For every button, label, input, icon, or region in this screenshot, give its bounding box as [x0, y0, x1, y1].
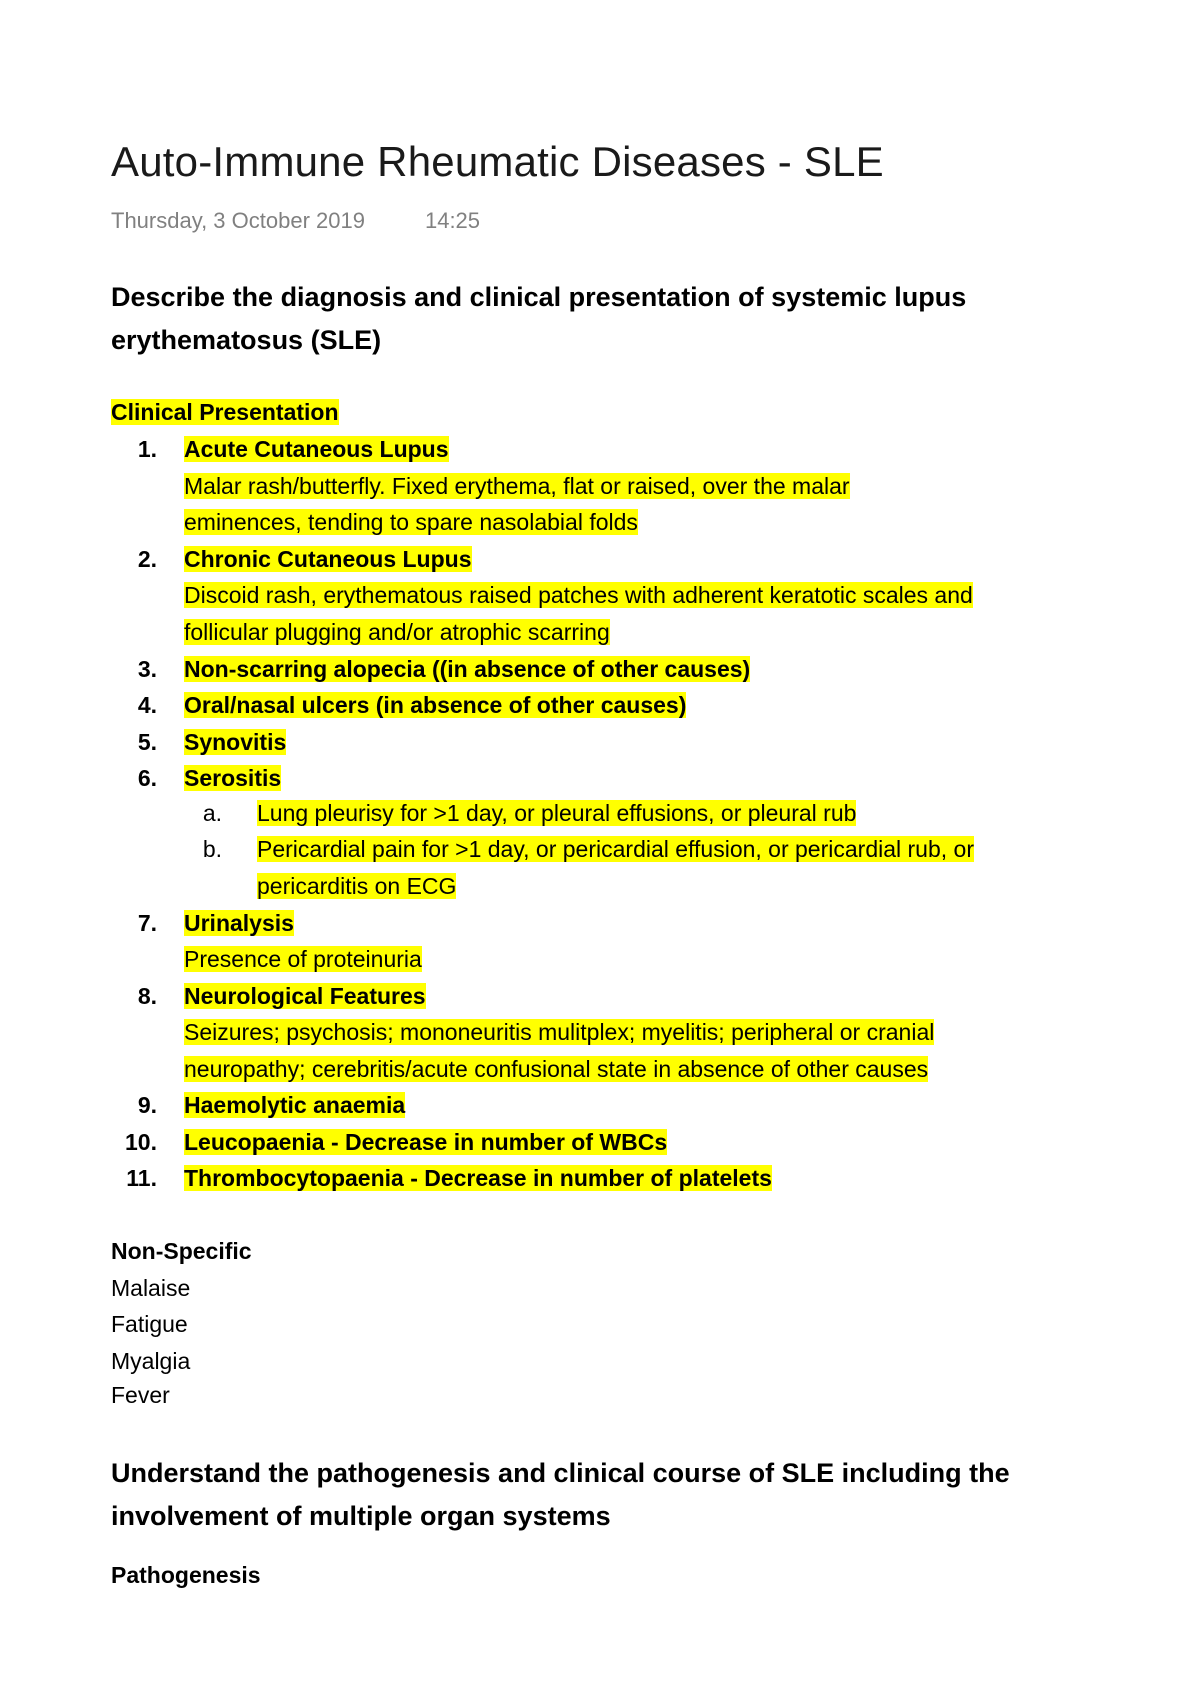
list-item-label: Chronic Cutaneous Lupus — [184, 546, 472, 572]
section-heading-diagnosis — [111, 276, 1141, 362]
list-number: 4. — [137, 692, 157, 718]
sub-list-item: pericarditis on ECG — [257, 873, 457, 899]
list-number: 5. — [137, 729, 157, 755]
list-item-label: Leucopaenia - Decrease in number of WBCs — [184, 1129, 668, 1155]
page-title: Auto-Immune Rheumatic Diseases - SLE — [111, 138, 884, 185]
list-item: Fatigue — [111, 1311, 188, 1337]
sub-list-letter: a. — [202, 800, 222, 826]
heading-line: involvement of multiple organ systems — [111, 1501, 611, 1531]
list-number: 3. — [137, 656, 157, 682]
sub-list-letter: b. — [202, 836, 222, 862]
list-item-label: Synovitis — [184, 729, 287, 755]
list-item-desc: Malar rash/butterfly. Fixed erythema, flat or raised, over the malar — [184, 473, 850, 499]
list-item-label: Oral/nasal ulcers (in absence of other causes) — [184, 692, 687, 718]
note-time: 14:25 — [424, 208, 481, 233]
list-item-label: Urinalysis — [184, 910, 294, 936]
list-item-desc: neuropathy; cerebritis/acute confusional state in absence of other causes — [184, 1056, 929, 1082]
list-number: 7. — [137, 910, 157, 936]
list-item-desc: eminences, tending to spare nasolabial folds — [184, 509, 638, 535]
next-section-title: Pathogenesis — [111, 1562, 261, 1588]
list-item-desc: follicular plugging and/or atrophic scarring — [184, 619, 610, 645]
list-number: 2. — [137, 546, 157, 572]
list-item: Fever — [111, 1382, 170, 1408]
list-number: 9. — [137, 1092, 157, 1118]
list-item-label: Non-scarring alopecia ((in absence of other causes) — [184, 656, 751, 682]
list-number: 1. — [137, 436, 157, 462]
list-item-label: Serositis — [184, 765, 282, 791]
list-item-label: Thrombocytopaenia - Decrease in number of platelets — [184, 1165, 772, 1191]
heading-line: Describe the diagnosis and clinical presentation of systemic lupus — [111, 282, 967, 312]
list-number: 8. — [137, 983, 157, 1009]
note-date: Thursday, 3 October 2019 — [111, 208, 365, 233]
sub-list-item: Lung pleurisy for >1 day, or pleural effusions, or pleural rub — [257, 800, 857, 826]
sub-list-item: Pericardial pain for >1 day, or pericardial effusion, or pericardial rub, or — [257, 836, 974, 862]
list-item-desc: Presence of proteinuria — [184, 946, 422, 972]
list-number: 10. — [125, 1129, 157, 1155]
list-number: 6. — [137, 765, 157, 791]
clinical-presentation-title: Clinical Presentation — [111, 399, 339, 425]
list-item-desc: Discoid rash, erythematous raised patches with adherent keratotic scales and — [184, 582, 973, 608]
list-item: Malaise — [111, 1275, 191, 1301]
list-item-desc: Seizures; psychosis; mononeuritis mulitplex; myelitis; peripheral or cranial — [184, 1019, 935, 1045]
non-specific-title: Non-Specific — [111, 1238, 252, 1264]
list-number: 11. — [126, 1165, 157, 1191]
note-timestamp — [111, 208, 480, 234]
list-item-label: Acute Cutaneous Lupus — [184, 436, 449, 462]
list-item-label: Neurological Features — [184, 983, 426, 1009]
section-heading-pathogenesis — [111, 1452, 1141, 1538]
heading-line: Understand the pathogenesis and clinical course of SLE including the — [111, 1458, 1010, 1488]
list-item: Myalgia — [111, 1348, 191, 1374]
list-item-label: Haemolytic anaemia — [184, 1092, 406, 1118]
heading-line: erythematosus (SLE) — [111, 325, 382, 355]
